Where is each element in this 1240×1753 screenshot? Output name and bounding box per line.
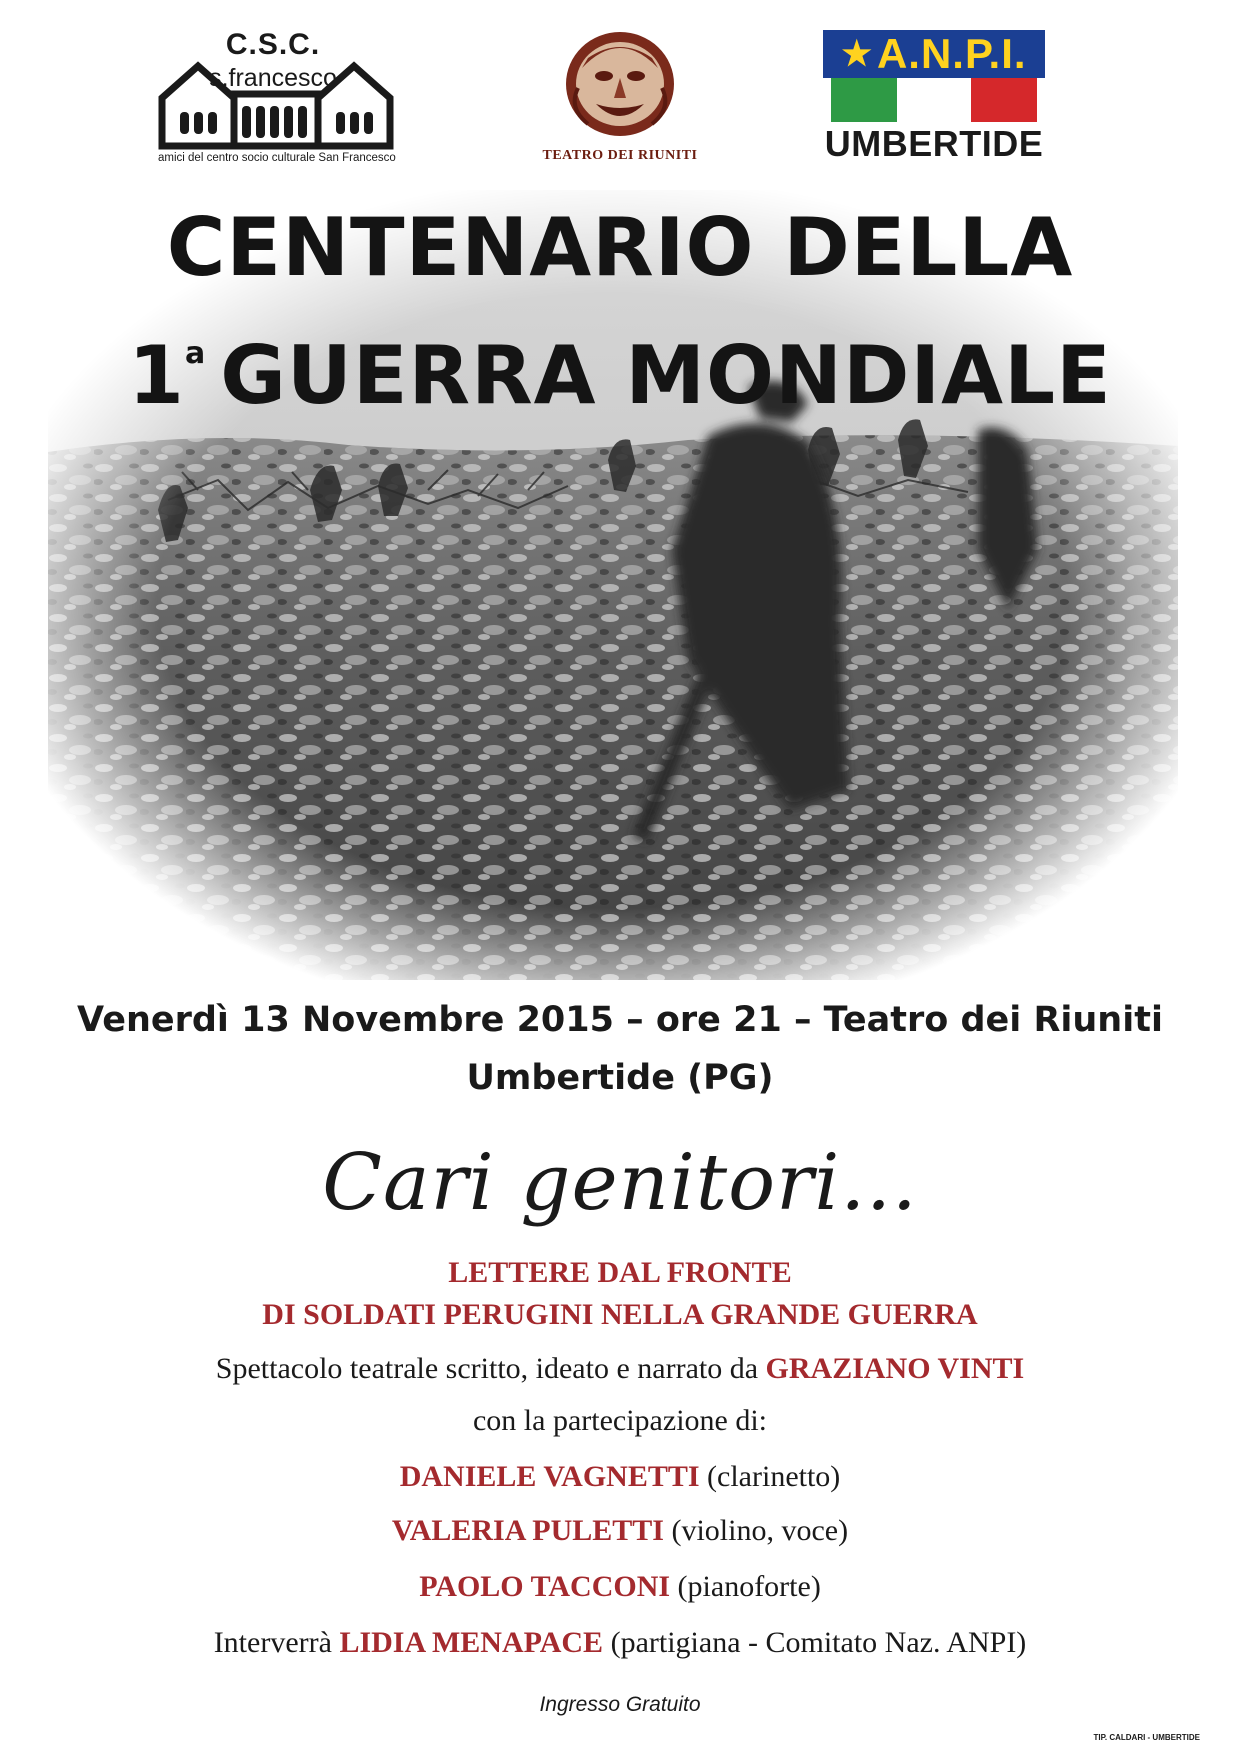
performer-name: PAOLO TACCONI [419,1570,671,1603]
title-ordinal-number: 1 [128,329,185,422]
teatro-name: TEATRO DEI RIUNITI [542,148,698,163]
title-line-2-text: GUERRA MONDIALE [220,329,1112,422]
csc-caption: amici del centro socio culturale San Francesco [158,152,396,164]
show-title: Cari genitori... [322,1138,918,1228]
battlefield-photo [48,190,1178,980]
speaker-prefix: Interverrà [213,1626,332,1659]
title-line-1: CENTENARIO DELLA [166,201,1074,294]
italian-flag [823,78,1045,122]
anpi-logo [823,30,1045,170]
performer-role: (clarinetto) [707,1460,841,1493]
event-place: Umbertide (PG) [466,1058,774,1098]
performer-role: (violino, voce) [671,1514,849,1547]
participation-line: con la partecipazione di: [472,1404,768,1437]
performer-line [0,1514,1240,1548]
author-line [0,1352,1240,1386]
performer-line [0,1460,1240,1494]
anpi-name: A.N.P.I. [876,30,1027,77]
performer-line [0,1570,1240,1604]
show-subtitle-2: DI SOLDATI PERUGINI NELLA GRANDE GUERRA [262,1298,978,1331]
speaker-role: (partigiana - Comitato Naz. ANPI) [610,1626,1027,1659]
csc-logo [158,28,430,168]
speaker-name: LIDIA MENAPACE [339,1626,604,1659]
author-prefix: Spettacolo teatrale scritto, ideato e narrato da [215,1352,759,1385]
anpi-banner [823,30,1045,78]
author-name: GRAZIANO VINTI [765,1352,1025,1385]
free-entrance: Ingresso Gratuito [539,1693,701,1716]
performer-name: DANIELE VAGNETTI [399,1460,700,1493]
printer-credit: TIP. CALDARI - UMBERTIDE [1093,1733,1200,1742]
speaker-line [0,1626,1240,1660]
event-date-line: Venerdì 13 Novembre 2015 – ore 21 – Teatro dei Riuniti [77,1000,1163,1040]
csc-subtitle: s.francesco [209,64,337,92]
teatro-logo [520,28,720,168]
star-icon: ★ [841,35,873,73]
show-subtitle-1: LETTERE DAL FRONTE [448,1256,792,1289]
csc-title: C.S.C. [225,28,321,61]
performer-name: VALERIA PULETTI [391,1514,664,1547]
title-line-2 [0,329,1240,422]
anpi-city: UMBERTIDE [824,123,1044,164]
performer-role: (pianoforte) [677,1570,821,1603]
title-ordinal-suffix: a [184,336,207,371]
face-medallion-icon [562,28,678,140]
